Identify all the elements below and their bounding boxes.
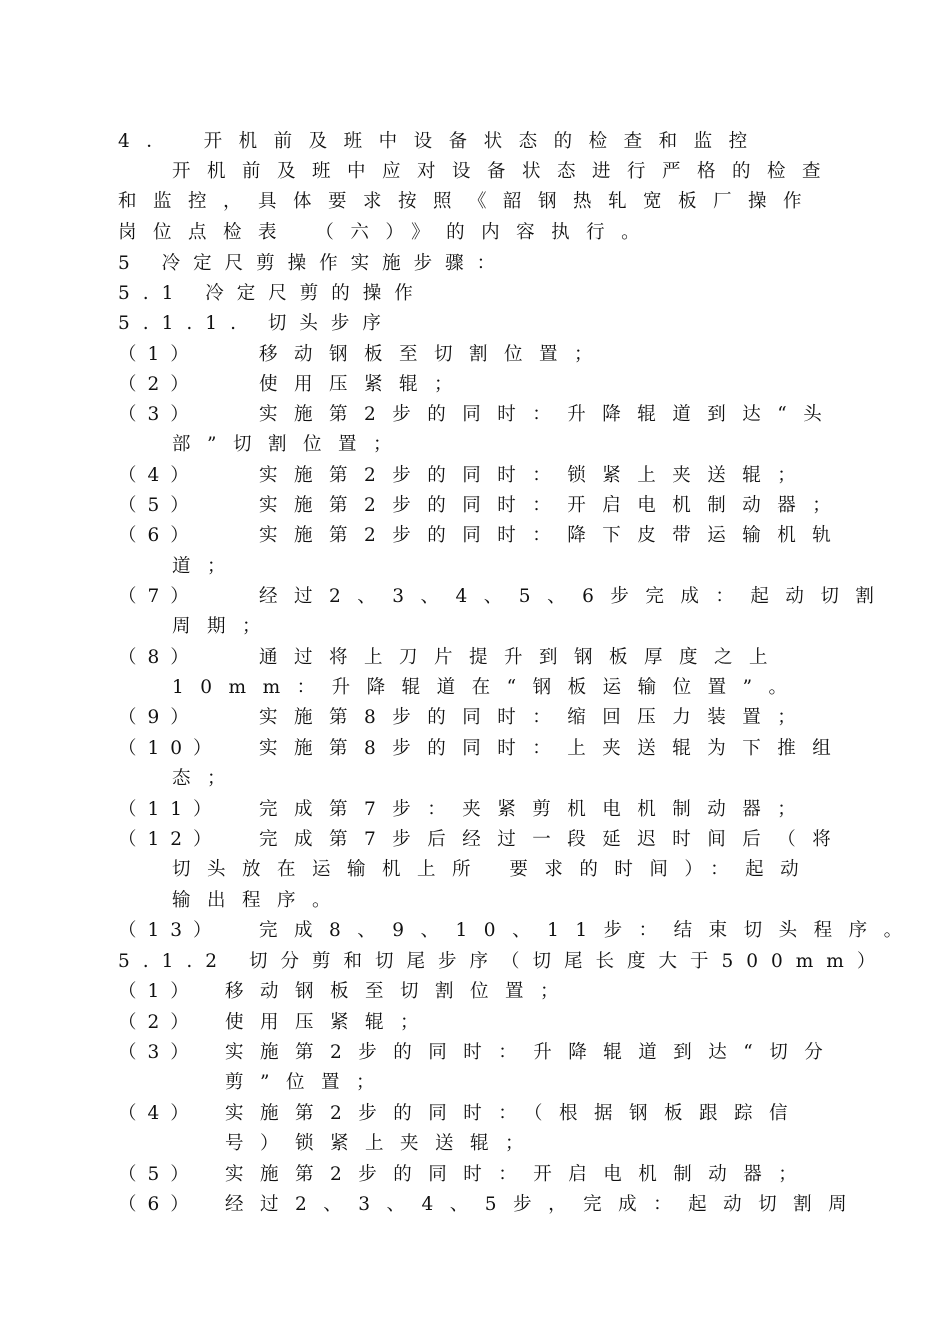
step-text: 通过将上刀片提升到钢板厚度之上 [259,647,785,668]
step-number: （1） [118,981,200,1002]
step-text: 经过2、3、4、5步，完成：起动切割周 [225,1194,864,1215]
step-text-continuation: 剪”位置； [225,1072,391,1093]
section-5-1-1-heading: 5.1.1. 切头步序 [118,313,394,334]
step-text-continuation: 10mm：升降辊道在“钢板运输位置”。 [172,677,804,698]
step-number: （8） [118,647,200,668]
step-text: 实施第8步的同时：上夹送辊为下推组 [259,738,848,759]
step-number: （5） [118,1164,200,1185]
step-text: 完成第7步：夹紧剪机电机制动器； [259,799,813,820]
step-text-continuation: 周期； [172,616,278,637]
step-text: 实施第8步的同时：缩回压力装置； [259,707,813,728]
step-number: （7） [118,586,200,607]
step-text: 实施第2步的同时：开启电机制动器； [225,1164,814,1185]
step-number: （4） [118,1103,200,1124]
step-text: 实施第2步的同时：（根据钢板跟踪信 [225,1103,805,1124]
step-number: （3） [118,404,200,425]
step-text: 实施第2步的同时：升降辊道到达“头 [259,404,839,425]
section-5-1-2-heading: 5.1.2 切分剪和切尾步序（切尾长度大于500mm） [118,951,889,972]
step-text: 实施第2步的同时：降下皮带运输机轨 [259,525,848,546]
step-text: 完成8、9、10、11步：结束切头程序。 [259,920,919,941]
step-number: （5） [118,495,200,516]
step-text: 使用压紧辊； [259,374,470,395]
step-number: （9） [118,707,200,728]
section-4-paragraph-line: 岗位点检表 （六）》的内容执行。 [118,222,657,243]
step-text: 移动钢板至切割位置； [259,344,610,365]
step-text-continuation: 输出程序。 [172,890,348,911]
step-number: （11） [118,799,223,820]
step-text: 实施第2步的同时：升降辊道到达“切分 [225,1042,840,1063]
step-text-continuation: 部”切割位置； [172,434,408,455]
step-text: 实施第2步的同时：锁紧上夹送辊； [259,465,813,486]
step-number: （2） [118,1012,200,1033]
step-text: 经过2、3、4、5、6步完成：起动切割 [259,586,891,607]
step-text: 使用压紧辊； [225,1012,436,1033]
step-number: （12） [118,829,223,850]
step-text: 完成第7步后经过一段延迟时间后（将 [259,829,848,850]
section-4-heading: 4． 开机前及班中设备状态的检查和监控 [118,131,764,152]
section-5-heading: 5 冷定尺剪操作实施步骤： [118,253,509,274]
section-4-paragraph-line: 开机前及班中应对设备状态进行严格的检查 [172,161,838,182]
step-number: （6） [118,525,200,546]
step-text-continuation: 切头放在运输机上所 要求的时间）：起动 [172,859,816,880]
step-text: 实施第2步的同时：开启电机制动器； [259,495,848,516]
step-number: （4） [118,465,200,486]
step-number: （10） [118,738,223,759]
step-text: 移动钢板至切割位置； [225,981,576,1002]
section-5-1-heading: 5.1 冷定尺剪的操作 [118,283,426,304]
step-number: （3） [118,1042,200,1063]
step-text-continuation: 道； [172,556,243,577]
section-4-paragraph-line: 和监控，具体要求按照《韶钢热轧宽板厂操作 [118,191,819,212]
step-number: （2） [118,374,200,395]
step-number: （1） [118,344,200,365]
step-number: （6） [118,1194,200,1215]
step-number: （13） [118,920,223,941]
step-text-continuation: 号）锁紧上夹送辊； [225,1133,541,1154]
step-text-continuation: 态； [172,768,243,789]
